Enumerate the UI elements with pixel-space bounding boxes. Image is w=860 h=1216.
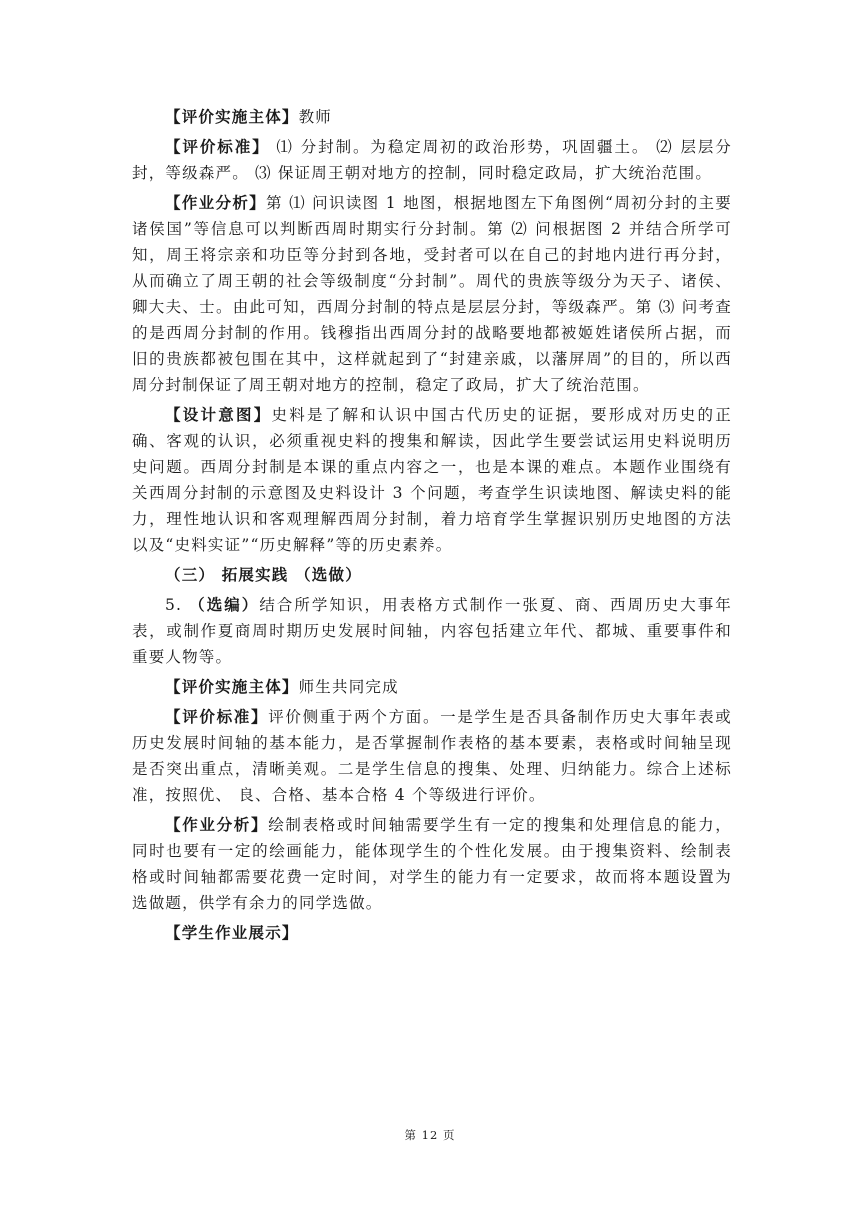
paragraph-text: 教师 <box>298 108 333 126</box>
evaluation-subject-paragraph <box>132 104 732 130</box>
paragraph-text: 史料是了解和认识中国古代历史的证据，要形成对历史的正确、客观的认识，必须重视史料的搜集和解读，因此学生要尝试运用史料说明历史问题。西周分封制是本课的重点内容之一，也是本课的难点。本题作业围绕有关西周分封制的示意图及史料设计 3 个问题，考查学生识读地图、解读史料的能力，理性地认识和客观理解西周分封制，着力培育学生掌握识别历史地图的方法以及“史料实证”“历史解释”等的历史素养。 <box>132 406 733 554</box>
paragraph-text: 第 ⑴ 问识读图 1 地图，根据地图左下角图例“周初分封的主要诸侯国”等信息可以判断西周时期实行分封制。第 ⑵ 问根据图 2 并结合所学可知，周王将宗亲和功臣等分封到各地，受封者可以在自己的封地内进行再分封，从而确立了周王朝的社会等级制度“分封制”。周代的贵族等级分为天子、诸侯、卿大夫、士。由此可知，西周分封制的特点是层层分封，等级森严。第 ⑶ 问考查的是西周分封制的作用。钱穆指出西周分封的战略要地都被姬姓诸侯所占据，而旧的贵族都被包围在其中，这样就起到了“封建亲戚，以藩屏周”的目的，所以西周分封制保证了周王朝对地方的控制，稳定了政局，扩大了统治范围。 <box>132 194 733 394</box>
section-label: 【作业分析】 <box>165 815 269 834</box>
paragraph-text: 评价侧重于两个方面。一是学生是否具备制作历史大事年表或历史发展时间轴的基本能力，是否掌握制作表格的基本要素，表格或时间轴呈现是否突出重点，清晰美观。二是学生信息的搜集、处理、归纳能力。综合上述标准，按照优、 良、合格、基本合格 4 个等级进行评价。 <box>132 708 733 804</box>
section-label: 【设计意图】 <box>165 405 272 424</box>
section-label: 【评价实施主体】 <box>165 677 299 696</box>
paragraph-text: 结合所学知识，用表格方式制作一张夏、商、西周历史大事年表，或制作夏商周时期历史发展时间轴，内容包括建立年代、都城、重要事件和重要人物等。 <box>132 596 732 666</box>
paragraph-text: 绘制表格或时间轴需要学生有一定的搜集和处理信息的能力，同时也要有一定的绘画能力，能体现学生的个性化发展。由于搜集资料、绘制表格或时间轴都需要花费一定时间，对学生的能力有一定要求，故而将本题设置为选做题，供学有余力的同学选做。 <box>132 816 733 912</box>
paragraph-text: ⑴ 分封制。为稳定周初的政治形势，巩固疆土。 ⑵ 层层分封，等级森严。 ⑶ 保证周王朝对地方的控制，同时稳定政局，扩大统治范围。 <box>132 138 732 182</box>
question-5-paragraph <box>132 592 732 670</box>
evaluation-criteria-paragraph-2 <box>132 704 732 808</box>
section-label: 【评价标准】 <box>165 707 269 726</box>
question-number: 5. <box>165 596 190 614</box>
section-label: 【作业分析】 <box>165 193 266 212</box>
homework-analysis-paragraph <box>132 190 732 398</box>
document-body <box>132 104 732 950</box>
section-label: 【评价实施主体】 <box>165 107 299 126</box>
student-work-heading <box>132 920 732 946</box>
evaluation-subject-paragraph-2 <box>132 674 732 700</box>
section-label: 【学生作业展示】 <box>165 923 299 942</box>
page-number: 第 12 页 <box>404 1128 456 1142</box>
section-label: 【评价标准】 <box>165 137 270 156</box>
paragraph-text: 师生共同完成 <box>298 678 399 696</box>
homework-analysis-paragraph-2 <box>132 812 732 916</box>
design-intent-paragraph <box>132 402 732 558</box>
question-source-label: （选编） <box>189 595 260 614</box>
section-heading: （三） 拓展实践 （选做） <box>165 565 362 584</box>
evaluation-criteria-paragraph <box>132 134 732 186</box>
